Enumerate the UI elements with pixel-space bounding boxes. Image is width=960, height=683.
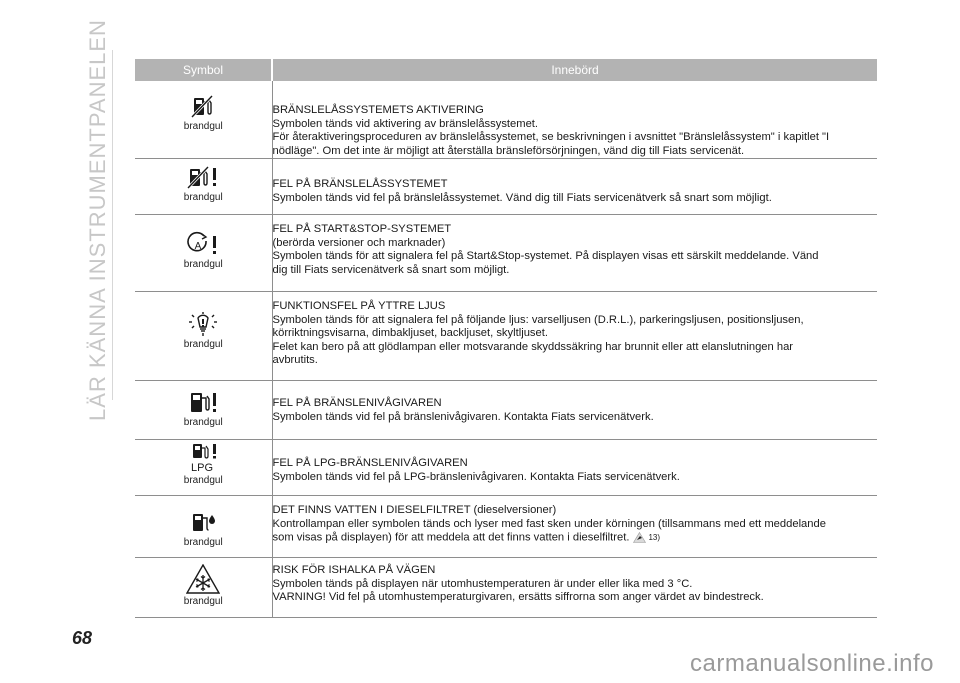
symbol-color-label: brandgul [183,417,223,428]
table-row [135,558,877,618]
table-row [135,292,877,381]
meaning-text: Symbolen tänds för att signalera fel på följande ljus: varselljusen (D.R.L.), parkeringsljusen, positionsljusen, [272,313,804,326]
symbol-color-label: brandgul [183,121,223,132]
lpg-level-sensor-fault-icon [186,443,220,473]
meaning-cell [272,159,877,215]
meaning-heading: FEL PÅ BRÄNSLENIVÅGIVAREN [272,397,442,409]
meaning-heading: DET FINNS VATTEN I DIESELFILTRET (dieselversioner) [272,504,557,516]
water-in-diesel-filter-icon [188,509,218,535]
meaning-cell [272,381,877,440]
meaning-cell [272,558,877,618]
meaning-heading: FUNKTIONSFEL PÅ YTTRE LJUS [272,300,446,312]
symbol-cell [135,292,272,381]
symbol-color-label: brandgul [183,192,223,203]
exterior-light-fault-icon [186,311,220,337]
fuel-shutoff-fault-icon [186,164,220,190]
meaning-text: VARNING! Vid fel på utomhustemperaturgivaren, ersätts siffrorna som anger värdet av bindestreck. [272,591,764,603]
meaning-heading: FEL PÅ START&STOP-SYSTEMET [272,223,452,235]
meaning-cell [272,496,877,558]
meaning-text: Symbolen tänds vid fel på bränslelåssystemet. Vänd dig till Fiats servicenätverk så snart som möjligt. [272,191,772,204]
watermark-text: carmanualsonline.info [690,650,934,677]
symbol-cell [135,381,272,440]
symbol-color-label: brandgul [183,596,223,607]
meaning-text: Symbolen tänds vid aktivering av bränslelåssystemet. [272,117,539,130]
symbol-cell [135,159,272,215]
meaning-text: Symbolen tänds för att signalera fel på Start&Stop-systemet. På displayen visas ett särskilt meddelande. Vänd [272,250,819,262]
symbol-color-label: brandgul [183,259,223,270]
meaning-text: Felet kan bero på att glödlampan eller motsvarande skyddssäkring har brunnit eller att elanslutningen har [272,340,794,353]
table-row [135,159,877,215]
meaning-heading: RISK FÖR ISHALKA PÅ VÄGEN [272,564,436,576]
meaning-heading: FEL PÅ LPG-BRÄNSLENIVÅGIVAREN [272,457,468,469]
start-stop-fault-icon [187,231,219,257]
lpg-icon-text: LPG [191,462,214,473]
table-header-row [135,59,877,81]
symbol-cell [135,81,272,159]
header-symbol: Symbol [135,59,272,81]
meaning-text [273,531,878,545]
meaning-cell [272,292,877,381]
symbol-color-label: brandgul [183,537,223,548]
meaning-heading: BRÄNSLELÅSSYSTEMETS AKTIVERING [272,104,484,116]
symbol-color-label: brandgul [183,475,223,486]
meaning-cell [272,440,877,496]
warning-triangle-icon [633,532,646,543]
table-row [135,381,877,440]
icy-road-snowflake-icon [186,564,220,594]
symbol-cell [135,558,272,618]
meaning-text: Symbolen tänds vid fel på bränslenivågivaren. Kontakta Fiats servicenätverk. [272,410,654,423]
page-number: 68 [72,628,93,648]
side-title-text: LÄR KÄNNA INSTRUMENTPANELEN [85,19,110,421]
meaning-text: För återaktiveringsproceduren av bränslelåssystemet, se beskrivningen i avsnittet "Bränslelåssystem" i kapitlet "I [272,131,830,143]
meaning-text: dig till Fiats servicenätverk så snart som möjligt. [272,263,510,276]
fuel-shutoff-icon [190,93,216,119]
meaning-text: Kontrollampan eller symbolen tänds och lyser med fast sken under körningen (tillsammans med ett meddelande [272,517,826,530]
meaning-text: Symbolen tänds på displayen när utomhustemperaturen är under eller lika med 3 °C. [272,577,693,590]
symbol-cell [135,440,272,496]
table-row [135,215,877,292]
meaning-text: Symbolen tänds vid fel på LPG-bränslenivågivaren. Kontakta Fiats servicenätverk. [272,470,680,483]
reference-number[interactable]: 13) [648,533,660,542]
warning-lights-table [135,59,877,618]
symbol-cell [135,496,272,558]
side-title [84,19,112,421]
meaning-text: nödläge". Om det inte är möjligt att återställa bränsleförsörjningen, vänd dig till Fiats servicenät. [272,144,745,157]
side-divider [112,50,113,400]
table-row [135,440,877,496]
meaning-text: körriktningsvisarna, dimbakljuset, backljuset, skyltljuset. [272,327,548,339]
symbol-color-label: brandgul [183,339,223,350]
meaning-heading: FEL PÅ BRÄNSLELÅSSYSTEMET [272,178,448,190]
meaning-cell [272,81,877,159]
meaning-cell [272,215,877,292]
svg-text:A: A [194,241,202,252]
meaning-text: (berörda versioner och marknader) [272,236,446,249]
table-row [135,496,877,558]
meaning-text: avbrutits. [272,354,318,366]
symbol-cell [135,215,272,292]
table-row [135,81,877,159]
meaning-text-segment: som visas på displayen) för att meddela att det finns vatten i dieselfiltret. [272,531,630,544]
fuel-level-sensor-fault-icon [186,389,220,415]
header-meaning: Innebörd [272,59,877,81]
